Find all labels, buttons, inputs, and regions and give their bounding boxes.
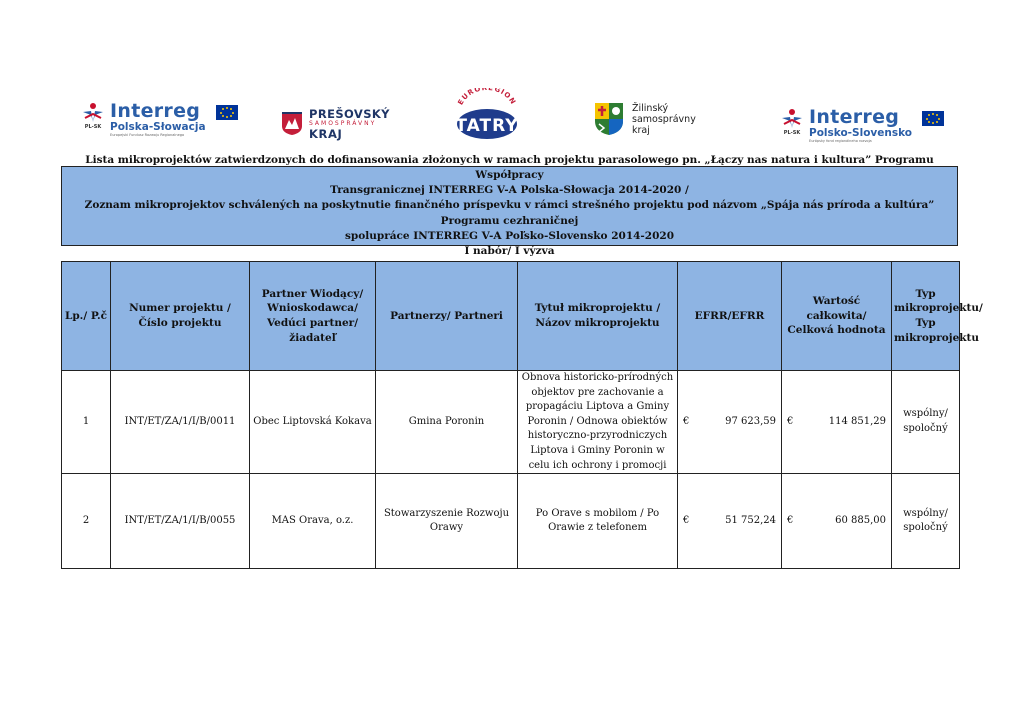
- header-total-value: Wartość całkowita/ Celková hodnota: [782, 262, 892, 371]
- zilinsky-kraj-logo: [594, 102, 696, 136]
- currency-symbol: €: [683, 415, 690, 427]
- cell-lp: 2: [62, 474, 111, 569]
- cell-project-type: wspólny/ spoločný: [892, 474, 960, 569]
- table-row: [62, 371, 960, 474]
- efrr-amount: 97 623,59: [725, 415, 776, 427]
- header-partners: Partnerzy/ Partneri: [376, 262, 518, 371]
- interreg-program-name: Polsko-Slovensko: [809, 127, 913, 139]
- table-header-row: [62, 262, 960, 371]
- cell-total-value: [782, 474, 892, 569]
- cell-total-value: [782, 371, 892, 474]
- header-project-title: Tytuł mikroprojektu / Názov mikroprojektu: [518, 262, 678, 371]
- cell-efrr: [678, 371, 782, 474]
- euroregion-arc-text: EUROREGION: [456, 88, 518, 107]
- title-line-2: Transgranicznej INTERREG V-A Polska-Słowacja 2014-2020 /: [330, 184, 689, 197]
- header-project-type: Typ mikroprojektu/ Typ mikroprojektu: [892, 262, 960, 371]
- currency-symbol: €: [787, 514, 794, 526]
- presov-name-line2: SAMOSPRÁVNY: [309, 120, 377, 127]
- cell-partners: Gmina Poronin: [376, 371, 518, 474]
- interreg-program-name: Polska-Słowacja: [110, 121, 206, 133]
- interreg-fund-caption: Europejski Fundusz Rozwoju Regionalnego: [110, 133, 185, 137]
- cell-project-number: INT/ET/ZA/1/I/B/0011: [111, 371, 250, 474]
- microprojects-table: [61, 261, 983, 569]
- eu-flag-icon: [216, 105, 238, 120]
- pl-sk-tag: PL-SK: [84, 124, 102, 130]
- eu-flag-icon: [922, 111, 944, 126]
- cell-efrr: [678, 474, 782, 569]
- table-row: [62, 474, 960, 569]
- interreg-brand: Interreg: [110, 100, 201, 122]
- header-efrr: EFRR/EFRR: [678, 262, 782, 371]
- total-amount: 114 851,29: [828, 415, 886, 427]
- pl-sk-figure-icon: [779, 108, 805, 136]
- header-lead-partner: Partner Wiodący/ Wnioskodawca/ Vedúci partner/žiadateľ: [250, 262, 376, 371]
- euroregion-tatry-text: TATRY: [455, 116, 519, 136]
- euroregion-tatry-logo: [452, 88, 522, 144]
- interreg-brand: Interreg: [809, 106, 900, 128]
- logo-strip: [0, 88, 1024, 158]
- document-title-box: [61, 153, 958, 258]
- presov-name-line1: PREŠOVSKÝ: [309, 107, 390, 121]
- header-lp: Lp./ P.č: [62, 262, 111, 371]
- title-line-1: Lista mikroprojektów zatwierdzonych do dofinansowania złożonych w ramach projektu parasolowego pn. „Łączy nas natura i kultura” Programu Współpracy: [85, 153, 934, 181]
- cell-lead-partner: MAS Orava, o.z.: [250, 474, 376, 569]
- presovsky-kraj-logo: [281, 108, 390, 140]
- presov-coat-of-arms-icon: [281, 112, 303, 136]
- title-line-3: Zoznam mikroprojektov schválených na poskytnutie finančného príspevku v rámci strešného projektu pod názvom „Spája nás príroda a kultúra” Programu cezhraničnej: [84, 199, 935, 227]
- header-project-number: Numer projektu / Číslo projektu: [111, 262, 250, 371]
- cell-project-title: Obnova historicko-prírodných objektov pre zachovanie a propagáciu Liptova a Gminy Poronin / Odnowa obiektów historyczno-przyrodniczych Liptova i Gminy Poronin w celu ich ochrony i promocji: [518, 371, 678, 474]
- total-amount: 60 885,00: [835, 514, 886, 526]
- efrr-amount: 51 752,24: [725, 514, 776, 526]
- interreg-pl-sk-logo-right: [779, 108, 944, 144]
- zilina-name-line3: kraj: [632, 124, 650, 136]
- currency-symbol: €: [683, 514, 690, 526]
- cell-lp: 1: [62, 371, 111, 474]
- currency-symbol: €: [787, 415, 794, 427]
- pl-sk-figure-icon: [80, 102, 106, 130]
- cell-lead-partner: Obec Liptovská Kokava: [250, 371, 376, 474]
- title-line-4: spolupráce INTERREG V-A Poľsko-Slovensko 2014-2020: [344, 229, 675, 242]
- cell-project-title: Po Orave s mobilom / Po Orawie z telefonem: [518, 474, 678, 569]
- cell-partners: Stowarzyszenie Rozwoju Orawy: [376, 474, 518, 569]
- cell-project-number: INT/ET/ZA/1/I/B/0055: [111, 474, 250, 569]
- zilina-coat-of-arms-icon: [594, 102, 624, 136]
- presov-name-line3: KRAJ: [309, 127, 343, 141]
- interreg-pl-sk-logo-left: [80, 102, 238, 138]
- title-line-5: I nabór/ I výzva: [464, 245, 555, 258]
- zilina-name-line1: Žilinský: [632, 102, 669, 114]
- pl-sk-tag: PL-SK: [783, 130, 801, 136]
- cell-project-type: wspólny/ spoločný: [892, 371, 960, 474]
- interreg-fund-caption: Európsky fond regionálneho rozvoja: [809, 139, 872, 143]
- zilina-name-line2: samosprávny: [632, 113, 696, 125]
